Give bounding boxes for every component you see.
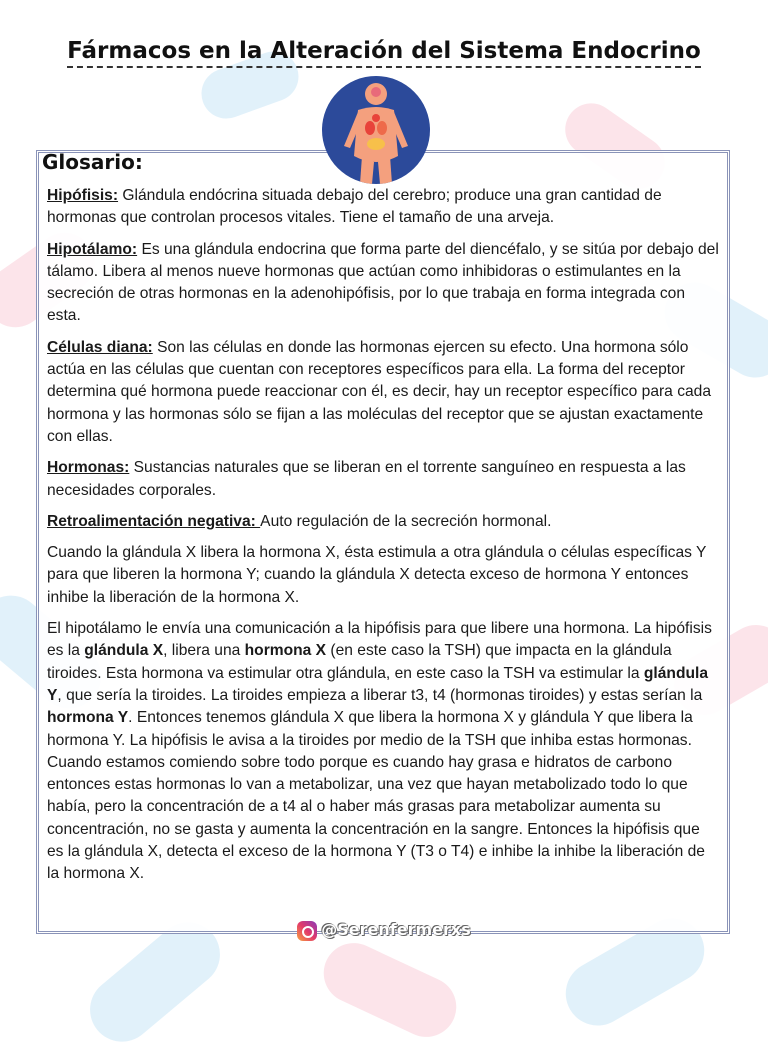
instagram-icon	[297, 921, 317, 941]
page-title-text: Fármacos en la Alteración del Sistema Endocrino	[67, 38, 701, 68]
text-segment: , libera una	[163, 642, 245, 660]
term-definition: Auto regulación de la secreción hormonal.	[260, 512, 552, 530]
text-segment: (en este caso la TSH) que impacta en la glándula tiroides. Esta hormona va estimular otra glándula, en este caso la TSH va estimular la	[47, 642, 672, 682]
bold-segment: glándula X	[84, 642, 164, 660]
entry-retroalimentacion	[47, 511, 719, 533]
term-definition: Sustancias naturales que se liberan en el torrente sanguíneo en respuesta a las necesidades corporales.	[47, 459, 686, 499]
term-label: Hipófisis:	[47, 187, 119, 204]
text-segment: . Entonces tenemos glándula X que libera la hormona X y glándula Y que libera la hormona Y. La hipófisis le avisa a la tiroides por medio de la TSH que inhiba estas hormonas. Cuando estamos comiendo sobre todo porque es cuando hay grasa e hidratos de carbono entonces estas hormonas lo van a metabolizar, una vez que hayan metabolizado todo lo que había, pero la concentración de a t4 al o haber más grasas para metabolizar aumenta su concentración, no se gasta y aumenta la concentración en la sangre. Entonces la hipófisis que es la glándula X, detecta el exceso de la hormona Y (T3 o T4) e inhibe la inhibe la liberación de la hormona X.	[47, 709, 705, 883]
entry-hipofisis	[47, 185, 719, 230]
page-title	[0, 38, 768, 64]
text-segment: , que sería la tiroides. La tiroides empieza a liberar t3, t4 (hormonas tiroides) y estas serían la	[57, 686, 703, 704]
term-definition: Glándula endócrina situada debajo del cerebro; produce una gran cantidad de hormonas que controlan procesos vitales. Tiene el tamaño de una arveja.	[47, 187, 662, 227]
term-definition: Es una glándula endocrina que forma parte del diencéfalo, y se sitúa por debajo del tálamo. Libera al menos nueve hormonas que actúan como inhibidoras o estimulantes en la secreción de otras hormonas en la adenohipófisis, por lo que trabaja en forma integrada con esta.	[47, 240, 719, 325]
term-label: Retroalimentación negativa:	[47, 512, 261, 530]
term-label: Células diana:	[47, 338, 153, 356]
anatomy-icon	[322, 76, 430, 184]
glossary-content	[47, 185, 719, 895]
paragraph-explanation	[47, 618, 719, 886]
entry-hipotalamo	[47, 239, 719, 328]
entry-celulas-diana	[47, 337, 719, 448]
human-anatomy-illustration	[322, 76, 430, 184]
bold-segment: hormona Y	[47, 709, 129, 727]
background-pill	[314, 933, 466, 1047]
bold-segment: hormona X	[244, 642, 327, 660]
instagram-handle: @Serenfermerxs	[321, 920, 471, 939]
paragraph-xy-mechanism: Cuando la glándula X libera la hormona X, ésta estimula a otra glándula o células específicas Y para que liberen la hormona Y; cuando la glándula X detecta exceso de hormona Y entonces inhibe la liberación de la hormona X.	[47, 544, 707, 606]
instagram-credit	[0, 920, 768, 941]
entry-hormonas	[47, 457, 719, 502]
bold-segment: glándula Y	[47, 664, 709, 704]
term-label: Hormonas:	[47, 459, 130, 477]
text-segment: El hipotálamo le envía una comunicación a la hipófisis para que libere una hormona. La hipófisis es la	[47, 620, 712, 660]
term-definition: Son las células en donde las hormonas ejercen su efecto. Una hormona sólo actúa en las células que cuentan con receptores específicos para ella. La forma del receptor determina qué hormona puede reaccionar con él, es decir, hay un receptor específico para cada hormona y las hormonas sólo se fijan a las moléculas del receptor que se ajustan exactamente con ellas.	[47, 338, 712, 445]
term-label: Hipotálamo:	[47, 240, 138, 258]
glossary-heading: Glosario:	[42, 150, 143, 174]
